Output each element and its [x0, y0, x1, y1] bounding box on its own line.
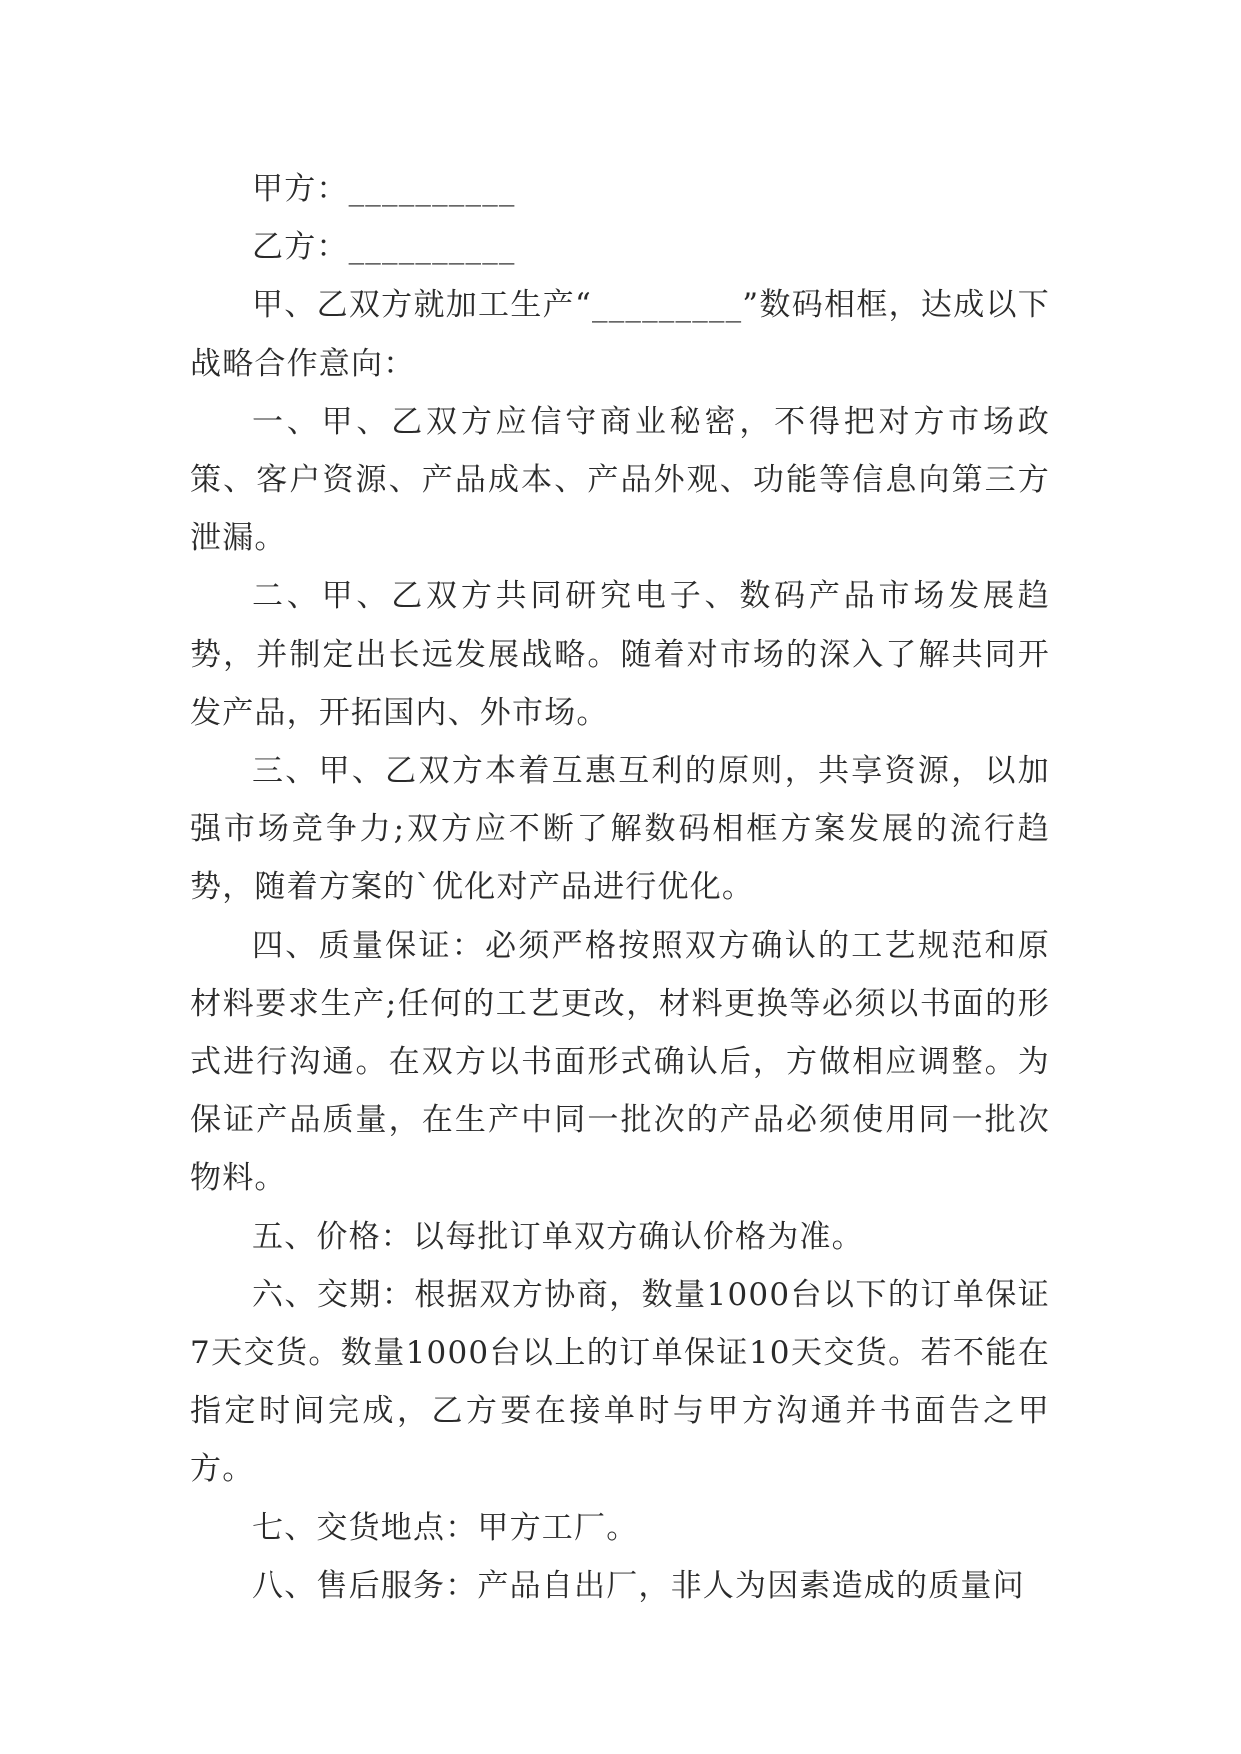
- paragraph-clause-7: 七、交货地点：甲方工厂。: [252, 1509, 639, 1546]
- paragraph-clause-8: 八、售后服务：产品自出厂，非人为因素造成的质量问: [252, 1567, 1025, 1604]
- paragraph-clause-6: 六、交期：根据双方协商，数量1000台以下的订单保证7天交货。数量1000台以上的订单保证10天交货。若不能在指定时间完成，乙方要在接单时与甲方沟通并书面告之甲方。: [190, 1276, 1050, 1488]
- paragraph-clause-5: 五、价格：以每批订单双方确认价格为准。: [252, 1218, 864, 1255]
- paragraph-clause-3: 三、甲、乙双方本着互惠互利的原则，共享资源，以加强市场竞争力;双方应不断了解数码相框方案发展的流行趋势，随着方案的`优化对产品进行优化。: [190, 753, 1050, 906]
- party-a-line: 甲方：__________: [252, 171, 516, 207]
- paragraph-clause-4: 四、质量保证：必须严格按照双方确认的工艺规范和原材料要求生产;任何的工艺更改，材料更换等必须以书面的形式进行沟通。在双方以书面形式确认后，方做相应调整。为保证产品质量，在生产中同一批次的产品必须使用同一批次物料。: [190, 927, 1050, 1197]
- paragraph-clause-1: 一、甲、乙双方应信守商业秘密，不得把对方市场政策、客户资源、产品成本、产品外观、功能等信息向第三方泄漏。: [190, 403, 1050, 557]
- party-b-line: 乙方：__________: [252, 229, 516, 266]
- document-body: [190, 160, 1050, 1615]
- paragraph-clause-2: 二、甲、乙双方共同研究电子、数码产品市场发展趋势，并制定出长远发展战略。随着对市场的深入了解共同开发产品，开拓国内、外市场。: [190, 578, 1050, 731]
- paragraph-intro: 甲、乙双方就加工生产“_________”数码相框，达成以下战略合作意向：: [190, 287, 1050, 382]
